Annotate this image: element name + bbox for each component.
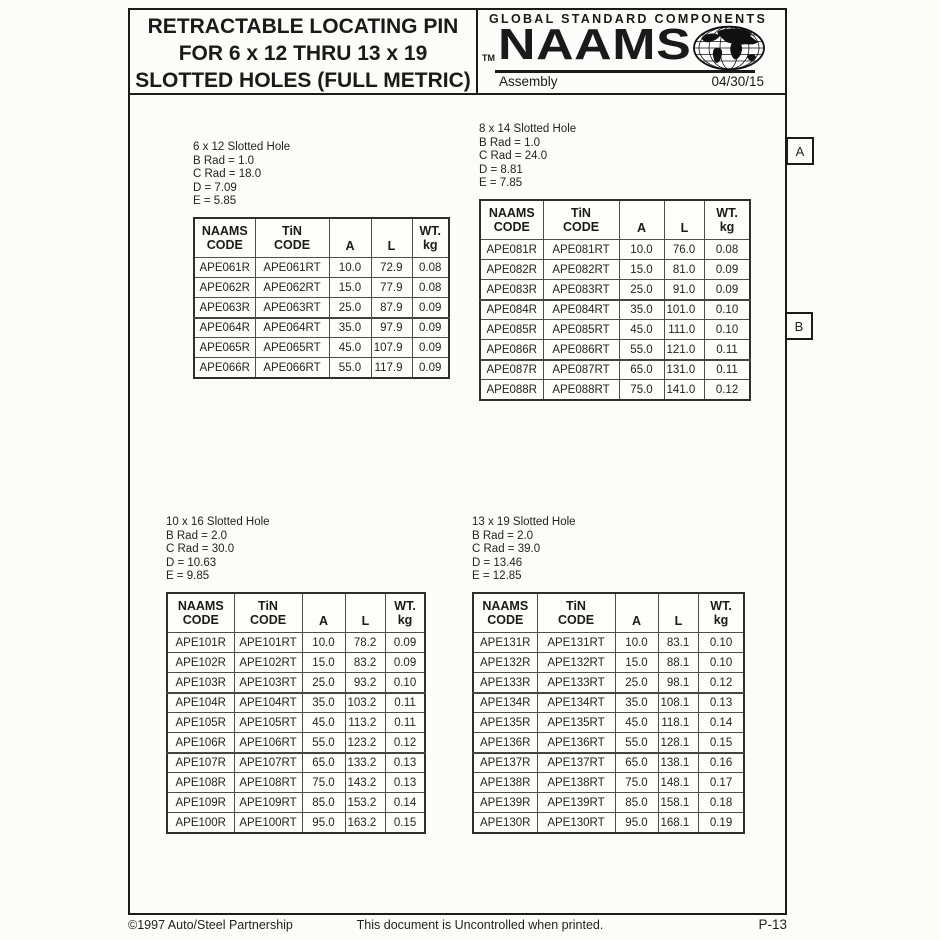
table-cell: 107.9 <box>371 338 412 358</box>
table-cell: 0.16 <box>699 753 744 773</box>
table-cell: APE061R <box>194 258 255 278</box>
table-cell: 0.14 <box>699 713 744 733</box>
table-cell: 97.9 <box>371 318 412 338</box>
table-cell: 15.0 <box>615 653 658 673</box>
globe-icon <box>692 25 766 71</box>
table-cell: 148.1 <box>658 773 699 793</box>
title-line-1: RETRACTABLE LOCATING PIN <box>147 15 459 38</box>
zone-label-a: A <box>786 137 814 165</box>
table-cell: APE062R <box>194 278 255 298</box>
table-row <box>480 320 750 340</box>
table-cell: APE062RT <box>255 278 329 298</box>
table-row <box>194 298 449 318</box>
table-cell: 0.08 <box>705 240 750 260</box>
table-cell: APE085RT <box>543 320 619 340</box>
table-cell: 25.0 <box>619 280 664 300</box>
table-8x14 <box>479 199 751 401</box>
table-cell: 25.0 <box>302 673 345 693</box>
table-row <box>167 693 425 713</box>
table-cell: APE105RT <box>234 713 302 733</box>
table-cell: APE136RT <box>537 733 615 753</box>
table-cell: 163.2 <box>345 813 386 833</box>
table-cell: APE134RT <box>537 693 615 713</box>
table-cell: APE102RT <box>234 653 302 673</box>
table-cell: 0.12 <box>699 673 744 693</box>
table-row <box>194 278 449 298</box>
column-header: A <box>615 593 658 633</box>
spec-line: C Rad = 24.0 <box>479 150 548 163</box>
table-cell: APE107RT <box>234 753 302 773</box>
table-cell: 45.0 <box>302 713 345 733</box>
table-cell: 123.2 <box>345 733 386 753</box>
spec-line: C Rad = 30.0 <box>166 543 235 556</box>
table-cell: 138.1 <box>658 753 699 773</box>
table-cell: 0.09 <box>705 260 750 280</box>
table-cell: 88.1 <box>658 653 699 673</box>
table-row <box>473 733 744 753</box>
table-cell: 75.0 <box>302 773 345 793</box>
table-cell: 10.0 <box>329 258 371 278</box>
spec-line: B Rad = 2.0 <box>166 529 228 542</box>
logo-divider <box>495 70 755 73</box>
column-header: WT. kg <box>412 218 449 258</box>
table-cell: 35.0 <box>615 693 658 713</box>
column-header: L <box>658 593 699 633</box>
table-cell: 87.9 <box>371 298 412 318</box>
title-line-2: FOR 6 x 12 THRU 13 x 19 <box>178 42 428 65</box>
table-cell: 128.1 <box>658 733 699 753</box>
column-header: NAAMS CODE <box>167 593 234 633</box>
table-cell: 55.0 <box>302 733 345 753</box>
table-cell: APE105R <box>167 713 234 733</box>
table-cell: APE101R <box>167 633 234 653</box>
zone-label-b: B <box>785 312 813 340</box>
table-cell: APE100R <box>167 813 234 833</box>
table-cell: APE082R <box>480 260 543 280</box>
spec-line: D = 7.09 <box>193 181 237 194</box>
table-cell: 78.2 <box>345 633 386 653</box>
spec-block-10x16 <box>166 516 426 584</box>
table-cell: 0.15 <box>386 813 425 833</box>
table-row <box>167 633 425 653</box>
column-header: NAAMS CODE <box>480 200 543 240</box>
table-10x16 <box>166 592 426 834</box>
spec-title: 10 x 16 Slotted Hole <box>166 516 270 528</box>
table-cell: 25.0 <box>329 298 371 318</box>
table-cell: 98.1 <box>658 673 699 693</box>
footer-notice: This document is Uncontrolled when printed. <box>356 918 604 932</box>
footer-page-number: P-13 <box>758 917 787 932</box>
table-cell: 65.0 <box>615 753 658 773</box>
table-cell: APE061RT <box>255 258 329 278</box>
table-cell: APE135RT <box>537 713 615 733</box>
table-cell: APE088R <box>480 380 543 400</box>
table-cell: 95.0 <box>302 813 345 833</box>
spec-block-13x19 <box>472 516 745 584</box>
spec-title: 8 x 14 Slotted Hole <box>479 123 577 135</box>
table-cell: 35.0 <box>302 693 345 713</box>
table-cell: APE066R <box>194 358 255 378</box>
table-cell: APE103R <box>167 673 234 693</box>
table-cell: 0.15 <box>699 733 744 753</box>
table-cell: 85.0 <box>615 793 658 813</box>
table-cell: APE109RT <box>234 793 302 813</box>
column-header: A <box>302 593 345 633</box>
table-row <box>167 733 425 753</box>
table-cell: 0.12 <box>386 733 425 753</box>
spec-block-6x12 <box>193 141 450 209</box>
table-cell: APE139RT <box>537 793 615 813</box>
table-cell: 0.10 <box>705 320 750 340</box>
table-cell: 0.17 <box>699 773 744 793</box>
table-row <box>167 793 425 813</box>
spec-table <box>193 217 450 379</box>
column-header: A <box>329 218 371 258</box>
table-cell: APE083R <box>480 280 543 300</box>
spec-line: C Rad = 18.0 <box>193 168 262 181</box>
category-label: Assembly <box>499 74 558 89</box>
table-cell: APE108RT <box>234 773 302 793</box>
spec-line: B Rad = 1.0 <box>479 136 541 149</box>
table-row <box>167 673 425 693</box>
table-cell: APE088RT <box>543 380 619 400</box>
table-cell: 121.0 <box>664 340 705 360</box>
table-row <box>480 380 750 400</box>
table-cell: APE086R <box>480 340 543 360</box>
column-header: L <box>371 218 412 258</box>
table-cell: APE064RT <box>255 318 329 338</box>
table-cell: APE131R <box>473 633 537 653</box>
table-cell: 103.2 <box>345 693 386 713</box>
table-cell: 0.19 <box>699 813 744 833</box>
table-cell: 45.0 <box>619 320 664 340</box>
table-cell: 0.08 <box>412 258 449 278</box>
table-cell: 143.2 <box>345 773 386 793</box>
table-cell: APE134R <box>473 693 537 713</box>
table-cell: APE083RT <box>543 280 619 300</box>
column-header: WT. kg <box>705 200 750 240</box>
table-cell: APE130RT <box>537 813 615 833</box>
table-cell: 0.10 <box>705 300 750 320</box>
table-cell: 0.10 <box>699 653 744 673</box>
table-cell: APE084RT <box>543 300 619 320</box>
table-cell: APE081R <box>480 240 543 260</box>
table-cell: 55.0 <box>329 358 371 378</box>
table-cell: 113.2 <box>345 713 386 733</box>
table-cell: 75.0 <box>615 773 658 793</box>
table-cell: APE139R <box>473 793 537 813</box>
table-cell: 81.0 <box>664 260 705 280</box>
table-cell: APE063R <box>194 298 255 318</box>
table-cell: 117.9 <box>371 358 412 378</box>
table-cell: 91.0 <box>664 280 705 300</box>
table-cell: APE087R <box>480 360 543 380</box>
document-title <box>130 10 478 93</box>
table-cell: 131.0 <box>664 360 705 380</box>
table-cell: APE066RT <box>255 358 329 378</box>
column-header: A <box>619 200 664 240</box>
table-cell: APE138R <box>473 773 537 793</box>
column-header: TiN CODE <box>543 200 619 240</box>
table-row <box>167 653 425 673</box>
table-row <box>480 340 750 360</box>
column-header: TiN CODE <box>255 218 329 258</box>
table-row <box>194 338 449 358</box>
table-row <box>473 793 744 813</box>
table-cell: APE082RT <box>543 260 619 280</box>
table-cell: APE133RT <box>537 673 615 693</box>
table-cell: 10.0 <box>615 633 658 653</box>
table-cell: APE132RT <box>537 653 615 673</box>
table-cell: 0.11 <box>705 340 750 360</box>
table-cell: 111.0 <box>664 320 705 340</box>
table-cell: 0.11 <box>386 713 425 733</box>
table-cell: 0.12 <box>705 380 750 400</box>
table-row <box>167 813 425 833</box>
table-cell: 0.09 <box>705 280 750 300</box>
table-row <box>480 300 750 320</box>
table-cell: APE106R <box>167 733 234 753</box>
table-cell: APE101RT <box>234 633 302 653</box>
column-header: WT. kg <box>699 593 744 633</box>
table-cell: APE138RT <box>537 773 615 793</box>
trademark-symbol: TM <box>482 53 495 63</box>
table-cell: 0.14 <box>386 793 425 813</box>
spec-title: 6 x 12 Slotted Hole <box>193 141 291 153</box>
table-cell: 77.9 <box>371 278 412 298</box>
table-cell: 0.10 <box>699 633 744 653</box>
table-cell: APE131RT <box>537 633 615 653</box>
table-cell: 85.0 <box>302 793 345 813</box>
table-row <box>167 773 425 793</box>
table-cell: APE087RT <box>543 360 619 380</box>
table-cell: 0.09 <box>412 298 449 318</box>
table-row <box>167 713 425 733</box>
table-cell: 0.11 <box>386 693 425 713</box>
meta-row <box>499 74 764 89</box>
table-row <box>167 753 425 773</box>
table-cell: APE103RT <box>234 673 302 693</box>
spec-line: E = 9.85 <box>166 570 210 583</box>
table-cell: APE102R <box>167 653 234 673</box>
table-row <box>194 318 449 338</box>
table-cell: 141.0 <box>664 380 705 400</box>
table-cell: 0.08 <box>412 278 449 298</box>
table-cell: APE081RT <box>543 240 619 260</box>
table-cell: 45.0 <box>329 338 371 358</box>
column-header: WT. kg <box>386 593 425 633</box>
spec-line: D = 13.46 <box>472 556 523 569</box>
table-cell: APE107R <box>167 753 234 773</box>
column-header: NAAMS CODE <box>194 218 255 258</box>
table-cell: 55.0 <box>619 340 664 360</box>
naams-logo-text: NAAMS <box>498 20 692 69</box>
table-cell: APE100RT <box>234 813 302 833</box>
table-cell: 83.1 <box>658 633 699 653</box>
table-row <box>473 653 744 673</box>
table-row <box>480 360 750 380</box>
table-cell: APE133R <box>473 673 537 693</box>
table-cell: APE104RT <box>234 693 302 713</box>
table-cell: 0.09 <box>386 633 425 653</box>
table-cell: 0.13 <box>699 693 744 713</box>
table-cell: APE137R <box>473 753 537 773</box>
spec-line: B Rad = 2.0 <box>472 529 534 542</box>
table-cell: 10.0 <box>619 240 664 260</box>
table-cell: 108.1 <box>658 693 699 713</box>
table-cell: APE063RT <box>255 298 329 318</box>
table-row <box>194 258 449 278</box>
table-cell: APE065RT <box>255 338 329 358</box>
spec-line: B Rad = 1.0 <box>193 154 255 167</box>
table-cell: 0.09 <box>412 318 449 338</box>
spec-table <box>166 592 426 834</box>
spec-block-8x14 <box>479 123 751 191</box>
table-cell: 0.09 <box>412 358 449 378</box>
table-cell: 10.0 <box>302 633 345 653</box>
table-row <box>473 713 744 733</box>
table-cell: 133.2 <box>345 753 386 773</box>
spec-line: C Rad = 39.0 <box>472 543 541 556</box>
table-6x12 <box>193 217 450 379</box>
table-cell: APE086RT <box>543 340 619 360</box>
spec-title: 13 x 19 Slotted Hole <box>472 516 576 528</box>
table-cell: 55.0 <box>615 733 658 753</box>
revision-date: 04/30/15 <box>711 74 764 89</box>
column-header: L <box>664 200 705 240</box>
table-cell: APE064R <box>194 318 255 338</box>
brand-area <box>478 10 785 93</box>
column-header: TiN CODE <box>234 593 302 633</box>
table-cell: 15.0 <box>302 653 345 673</box>
spec-line: E = 12.85 <box>472 570 522 583</box>
table-cell: APE109R <box>167 793 234 813</box>
spec-table <box>479 199 751 401</box>
table-cell: 153.2 <box>345 793 386 813</box>
column-header: TiN CODE <box>537 593 615 633</box>
table-cell: 35.0 <box>329 318 371 338</box>
table-row <box>480 280 750 300</box>
table-cell: APE108R <box>167 773 234 793</box>
table-cell: 25.0 <box>615 673 658 693</box>
table-cell: 76.0 <box>664 240 705 260</box>
table-cell: 168.1 <box>658 813 699 833</box>
table-cell: 0.09 <box>386 653 425 673</box>
column-header: NAAMS CODE <box>473 593 537 633</box>
table-cell: 0.13 <box>386 753 425 773</box>
table-cell: 93.2 <box>345 673 386 693</box>
table-cell: 0.11 <box>705 360 750 380</box>
spec-line: D = 8.81 <box>479 163 523 176</box>
spec-table <box>472 592 745 834</box>
table-cell: 95.0 <box>615 813 658 833</box>
table-cell: APE084R <box>480 300 543 320</box>
table-cell: APE085R <box>480 320 543 340</box>
table-row <box>480 260 750 280</box>
brand-tagline: GLOBAL STANDARD COMPONENTS <box>489 12 768 26</box>
table-cell: 65.0 <box>302 753 345 773</box>
table-cell: 0.10 <box>386 673 425 693</box>
table-cell: APE135R <box>473 713 537 733</box>
panel-6x12 <box>193 141 450 379</box>
table-cell: APE137RT <box>537 753 615 773</box>
table-cell: 75.0 <box>619 380 664 400</box>
table-cell: 101.0 <box>664 300 705 320</box>
table-cell: APE065R <box>194 338 255 358</box>
spec-line: E = 5.85 <box>193 195 237 208</box>
title-line-3: SLOTTED HOLES (FULL METRIC) <box>135 69 471 92</box>
column-header: L <box>345 593 386 633</box>
table-cell: APE136R <box>473 733 537 753</box>
table-cell: 65.0 <box>619 360 664 380</box>
spec-line: D = 10.63 <box>166 556 217 569</box>
table-cell: 0.13 <box>386 773 425 793</box>
table-row <box>473 773 744 793</box>
panel-10x16 <box>166 516 426 834</box>
panel-8x14 <box>479 123 751 401</box>
table-cell: 158.1 <box>658 793 699 813</box>
table-row <box>194 358 449 378</box>
table-cell: APE132R <box>473 653 537 673</box>
table-row <box>480 240 750 260</box>
table-cell: 83.2 <box>345 653 386 673</box>
table-cell: 15.0 <box>619 260 664 280</box>
table-cell: APE104R <box>167 693 234 713</box>
table-cell: APE130R <box>473 813 537 833</box>
table-cell: 72.9 <box>371 258 412 278</box>
table-cell: 15.0 <box>329 278 371 298</box>
table-cell: 45.0 <box>615 713 658 733</box>
table-cell: 0.18 <box>699 793 744 813</box>
table-cell: 35.0 <box>619 300 664 320</box>
table-cell: 0.09 <box>412 338 449 358</box>
table-row <box>473 633 744 653</box>
table-row <box>473 753 744 773</box>
table-row <box>473 673 744 693</box>
panel-13x19 <box>472 516 745 834</box>
spec-line: E = 7.85 <box>479 177 523 190</box>
table-13x19 <box>472 592 745 834</box>
header <box>130 10 785 95</box>
table-row <box>473 813 744 833</box>
table-cell: APE106RT <box>234 733 302 753</box>
table-row <box>473 693 744 713</box>
footer-copyright: ©1997 Auto/Steel Partnership <box>128 918 293 932</box>
table-cell: 118.1 <box>658 713 699 733</box>
